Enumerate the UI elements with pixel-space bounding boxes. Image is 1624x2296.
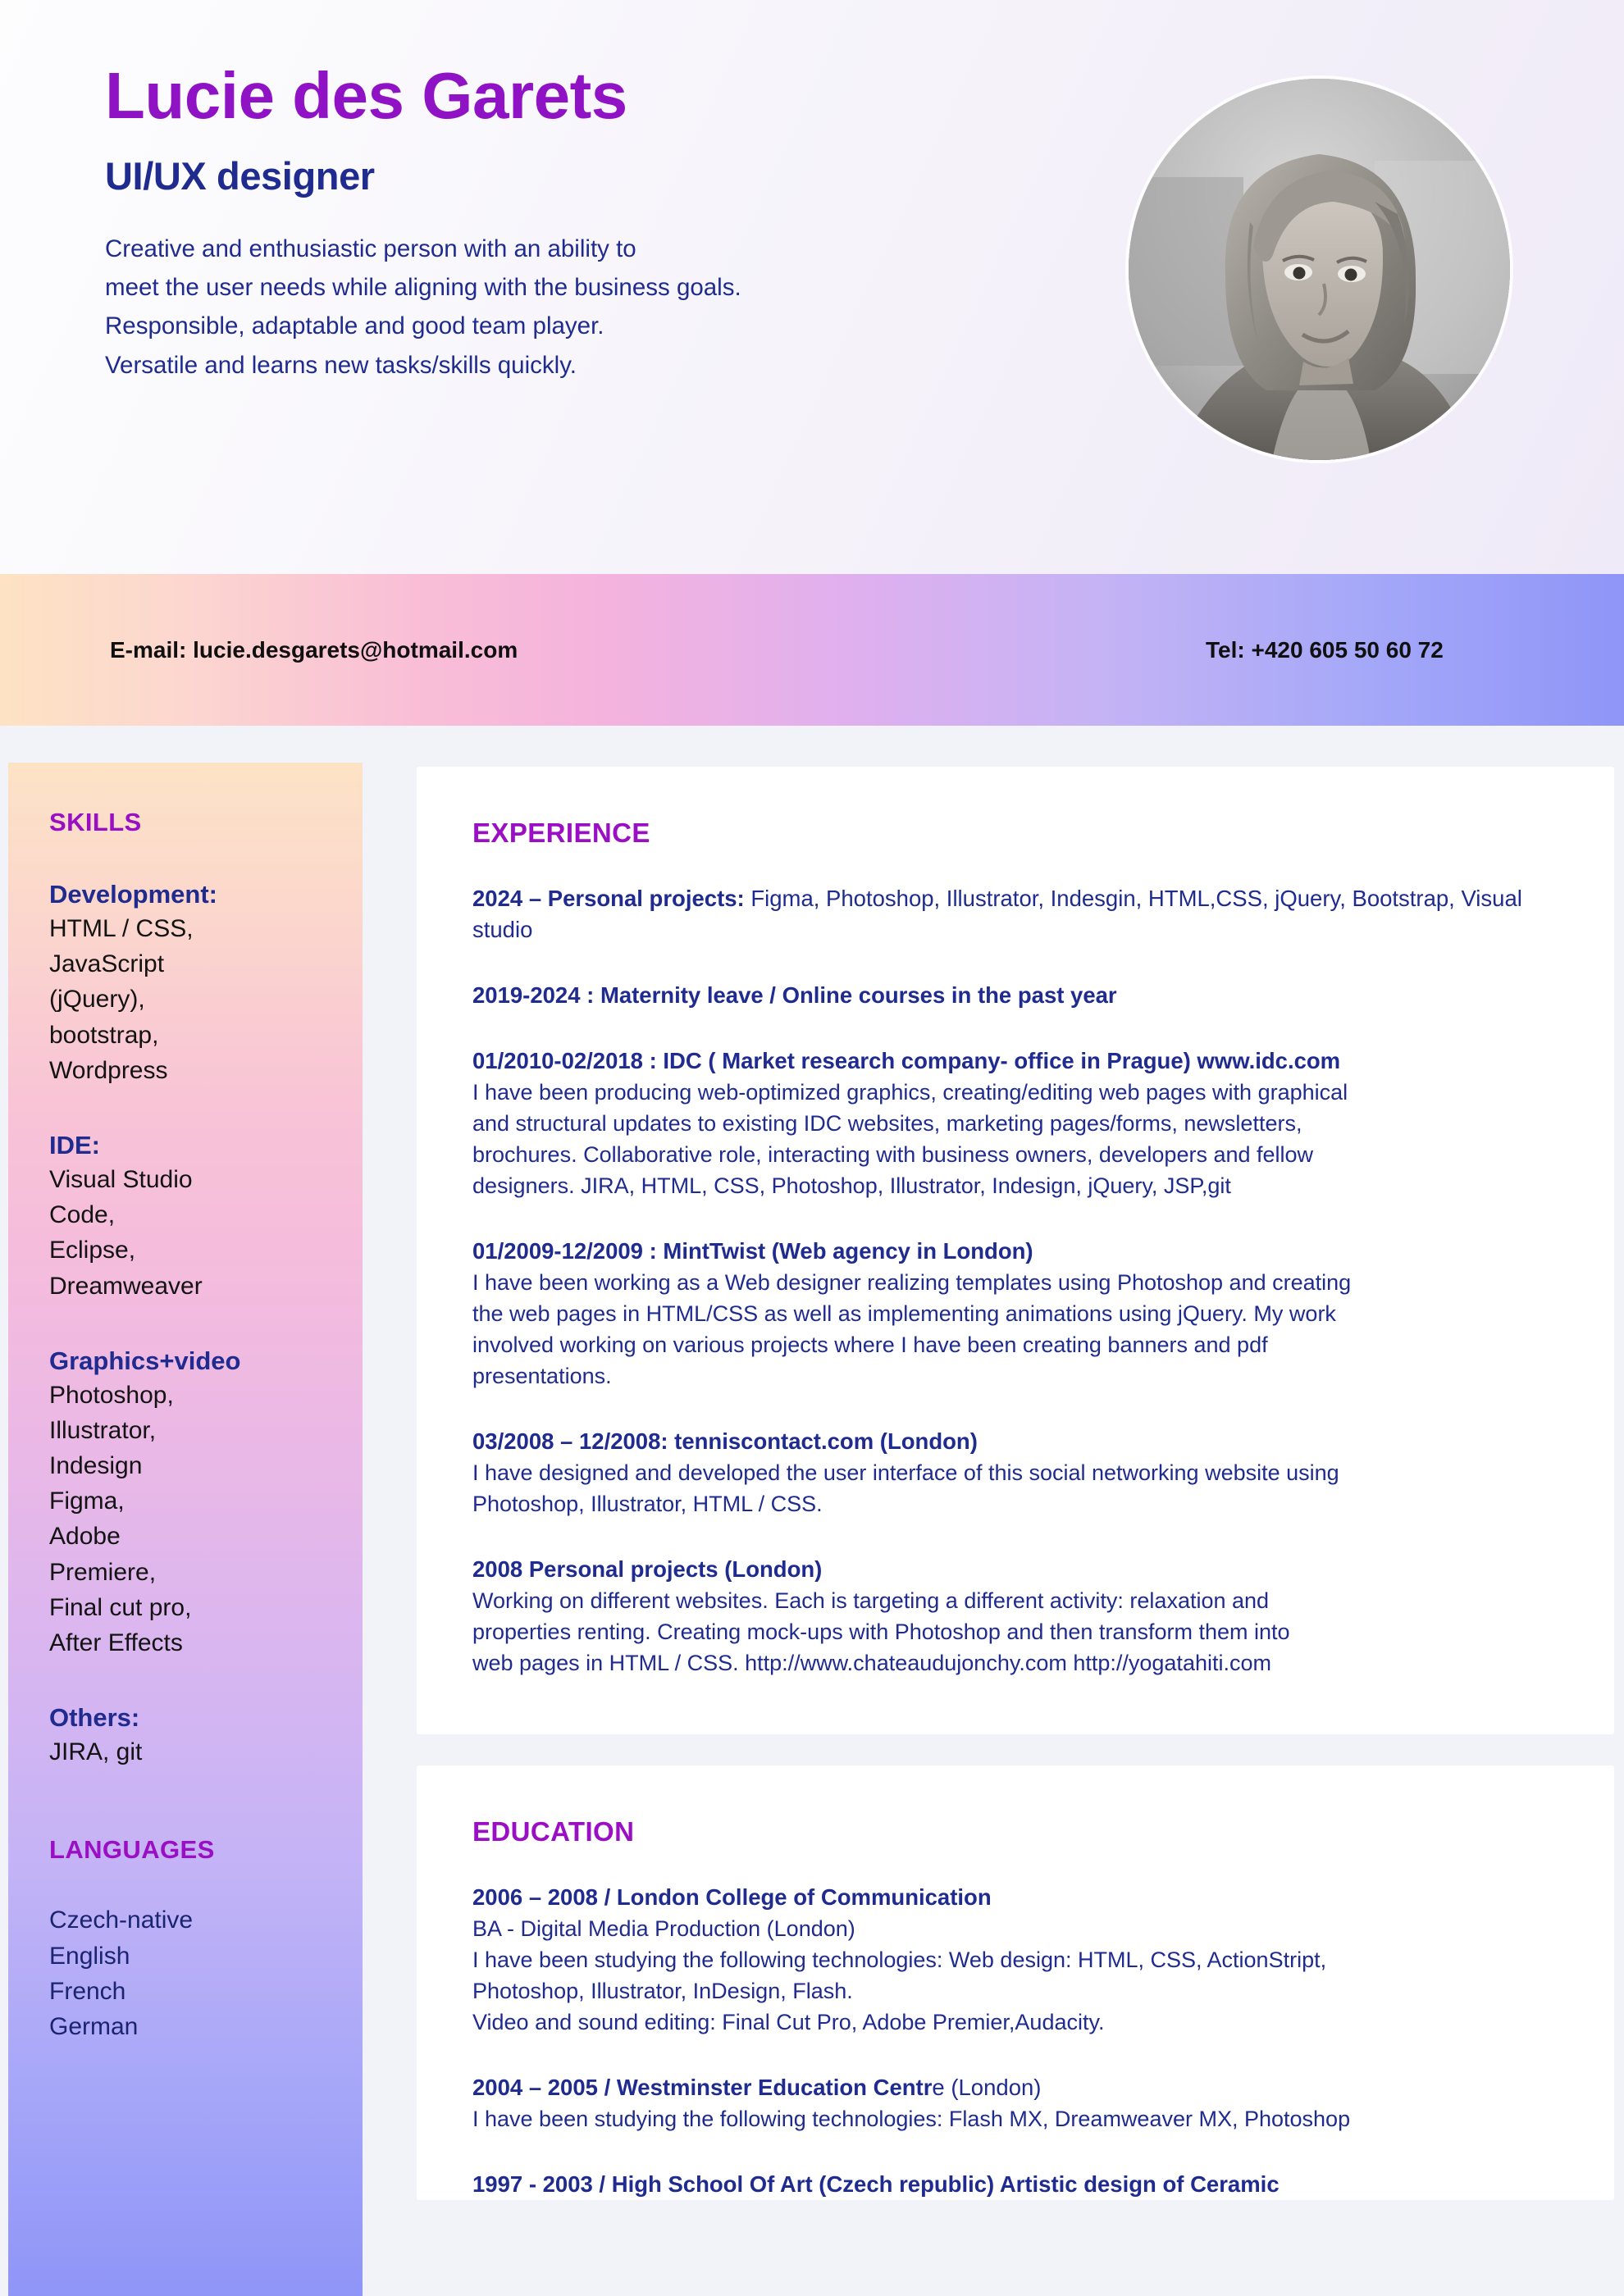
entry-headline-bold: 01/2009-12/2009 : MintTwist (Web agency in London) [472,1238,1033,1264]
profile-summary [105,230,966,385]
entry-line: involved working on various projects where I have been creating banners and pdf [472,1332,1268,1358]
job-role-subtitle: UI/UX designer [105,154,375,198]
entry-description [472,1267,1558,1392]
entry-headline [472,2169,1558,2200]
entry-line: web pages in HTML / CSS. http://www.chateaudujonchy.com http://yogatahiti.com [472,1651,1271,1676]
entry-headline [472,2072,1558,2103]
entry-line: and structural updates to existing IDC websites, marketing pages/forms, newsletters, [472,1110,1302,1136]
skill-item: Illustrator, [49,1416,157,1444]
skill-items [49,1162,338,1304]
entry-headline-bold: 2024 – Personal projects: [472,886,745,911]
entry-headline-bold: 03/2008 – 12/2008: tenniscontact.com (London) [472,1428,978,1455]
skill-item: bootstrap, [49,1021,159,1049]
experience-entry [472,1236,1558,1392]
skill-items [49,1378,338,1661]
skill-item: After Effects [49,1629,183,1656]
portrait-photo-icon [1129,79,1510,460]
skill-item: Figma, [49,1487,125,1515]
entry-line: designers. JIRA, HTML, CSS, Photoshop, Illustrator, Indesign, jQuery, JSP,git [472,1173,1231,1198]
skill-group-label: Graphics+video [49,1346,241,1375]
entry-description [472,1913,1558,2038]
phone-text[interactable]: Tel: +420 605 50 60 72 [1206,636,1444,663]
skill-item: JIRA, git [49,1738,143,1766]
skill-group-label: Development: [49,880,217,909]
entry-line: Working on different websites. Each is targeting a different activity: relaxation and [472,1588,1270,1614]
skill-group-label: Others: [49,1703,140,1733]
entry-headline [472,883,1558,945]
header-banner [0,0,1624,574]
summary-line: meet the user needs while aligning with the business goals. [105,274,741,302]
entry-description [472,1077,1558,1201]
entry-headline [472,1426,1558,1457]
entry-headline-bold: 1997 - 2003 / High School Of Art (Czech republic) Artistic design of Ceramic [472,2171,1280,2198]
entry-headline-bold: 01/2010-02/2018 : IDC ( Market research company- office in Prague) www.idc.com [472,1047,1341,1073]
language-item: English [49,1942,130,1970]
summary-line: Versatile and learns new tasks/skills quickly. [105,351,577,379]
entry-line: I have been producing web-optimized graphics, creating/editing web pages with graphical [472,1079,1348,1105]
skill-item: Wordpress [49,1056,168,1084]
skills-heading: SKILLS [49,808,142,836]
entry-headline [472,1046,1558,1077]
entry-line: I have designed and developed the user interface of this social networking website using [472,1460,1339,1486]
skill-item: Adobe [49,1523,121,1551]
skill-group-graphics-video [49,1346,338,1661]
entry-headline-bold: 2019-2024 : Maternity leave / Online courses in the past year [472,982,1117,1008]
skill-item: Visual Studio [49,1165,193,1193]
entry-description [472,2103,1558,2134]
entry-headline [472,1882,1558,1913]
experience-entry [472,883,1558,945]
education-card [417,1765,1614,2200]
experience-entry [472,1426,1558,1519]
entry-headline [472,1236,1558,1267]
experience-entry [472,980,1558,1011]
languages-heading: LANGUAGES [49,1835,215,1865]
skill-item: Dreamweaver [49,1272,203,1300]
language-item: French [49,1977,126,2005]
entry-line: I have been studying the following technologies: Web design: HTML, CSS, ActionStript, [472,1947,1327,1972]
entry-headline-regular: Figma, Photoshop, Illustrator, Indesgin, HTML,CSS, jQuery, Bootstrap, Visual studio [472,886,1522,942]
entry-line: Video and sound editing: Final Cut Pro, Adobe Premier,Audacity. [472,2010,1105,2035]
skills-sidebar [8,763,363,2296]
contact-bar [0,574,1624,726]
avatar [1129,79,1510,460]
entry-headline [472,980,1558,1011]
entry-line: Photoshop, Illustrator, InDesign, Flash. [472,1979,853,2004]
entry-line: I have been studying the following technologies: Flash MX, Dreamweaver MX, Photoshop [472,2107,1351,2132]
education-entry [472,1882,1558,2038]
email-text[interactable]: E-mail: lucie.desgarets@hotmail.com [110,636,518,663]
entry-description [472,1457,1558,1519]
skill-group-development [49,880,338,1088]
skill-items [49,1734,338,1770]
entry-headline-bold: 2004 – 2005 / Westminster Education Centr [472,2075,933,2101]
skill-item: HTML / CSS, [49,915,194,942]
entry-headline-bold: 2008 Personal projects (London) [472,1556,823,1583]
skill-item: JavaScript [49,950,165,978]
skill-item: Eclipse, [49,1237,136,1264]
experience-card [417,767,1614,1734]
education-entry [472,2072,1558,2134]
body-area [0,726,1624,2296]
skill-items [49,911,338,1088]
education-heading: EDUCATION [472,1816,635,1847]
entry-line: presentations. [472,1364,612,1389]
entry-line: the web pages in HTML/CSS as well as implementing animations using jQuery. My work [472,1301,1336,1326]
language-item: German [49,2012,139,2040]
entry-headline [472,1554,1558,1585]
skill-item: Photoshop, [49,1381,174,1409]
entry-headline-bold: 2006 – 2008 / London College of Communication [472,1884,992,1910]
skill-group-ide [49,1131,338,1304]
entry-line: I have been working as a Web designer realizing templates using Photoshop and creating [472,1269,1352,1295]
skill-item: (jQuery), [49,986,145,1014]
experience-heading: EXPERIENCE [472,818,650,848]
skill-item: Indesign [49,1452,143,1480]
language-items [49,1902,338,2044]
skill-item: Premiere, [49,1558,157,1586]
summary-line: Responsible, adaptable and good team player. [105,312,604,340]
education-entry [472,2169,1558,2200]
skill-group-label: IDE: [49,1130,100,1159]
entry-headline-regular: e (London) [932,2075,1042,2101]
summary-line: Creative and enthusiastic person with an ability to [105,235,636,262]
skill-item: Code, [49,1201,116,1229]
entry-line: Photoshop, Illustrator, HTML / CSS. [472,1492,823,1517]
experience-entry [472,1554,1558,1679]
skill-group-others [49,1703,338,1770]
entry-description [472,1585,1558,1679]
experience-entry [472,1046,1558,1201]
entry-line: brochures. Collaborative role, interacting with business owners, developers and fellow [472,1141,1314,1167]
entry-line: properties renting. Creating mock-ups with Photoshop and then transform them into [472,1620,1290,1645]
entry-line: BA - Digital Media Production (London) [472,1916,855,1941]
page-title: Lucie des Garets [105,59,627,132]
language-item: Czech-native [49,1906,194,1934]
skill-item: Final cut pro, [49,1593,192,1621]
